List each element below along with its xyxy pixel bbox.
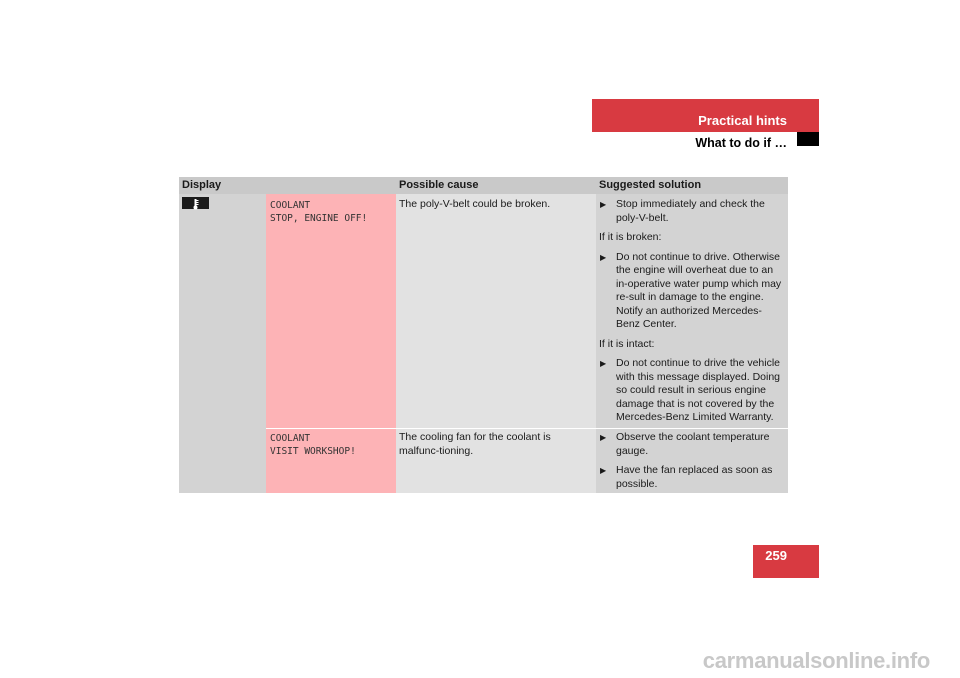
section-subtitle: What to do if … (695, 136, 787, 150)
display-message-2-line1: COOLANT (270, 433, 311, 444)
arrow-right-icon: ▶ (600, 466, 607, 475)
page-number: 259 (765, 548, 787, 563)
solution-step: ▶ Do not continue to drive. Otherwise the engine will overheat due to an in-operative water pump which may re-sult in damage to the engine. Notify an authorized Mercedes-Benz Center. (600, 250, 782, 330)
solution-condition: If it is broken: (599, 231, 662, 243)
column-header-cause: Possible cause (396, 177, 596, 194)
solution-step: ▶ Have the fan replaced as soon as possible. (600, 464, 773, 490)
display-message-2-line2: VISIT WORKSHOP! (270, 446, 356, 457)
coolant-temperature-icon (182, 197, 209, 209)
solution-condition: If it is intact: (599, 337, 655, 350)
header-marker (797, 132, 819, 146)
suggested-solution-1 (599, 198, 785, 431)
section-title: Practical hints (698, 113, 787, 128)
arrow-right-icon: ▶ (600, 252, 607, 262)
watermark: carmanualsonline.info (702, 648, 930, 673)
display-message-cell-1 (266, 194, 396, 428)
arrow-right-icon: ▶ (600, 200, 607, 209)
display-message-1-line2: STOP, ENGINE OFF! (270, 213, 368, 224)
possible-cause-1: The poly-V-belt could be broken. (399, 198, 551, 210)
solution-step: ▶ Stop immediately and check the poly-V-belt. (600, 198, 765, 224)
column-header-solution: Suggested solution (596, 177, 788, 194)
column-header-display: Display (179, 177, 396, 194)
possible-cause-2: The cooling fan for the coolant is malfunc-tioning. (399, 431, 551, 457)
display-symbol-cell (179, 194, 266, 493)
display-message-1-line1: COOLANT (270, 200, 311, 211)
solution-step: ▶ Do not continue to drive the vehicle with this message displayed. Doing so could result in serious engine damage that is not covered by the Mercedes-Benz Limited Warranty. (600, 357, 781, 423)
arrow-right-icon: ▶ (600, 433, 607, 442)
arrow-right-icon: ▶ (600, 359, 607, 368)
solution-step: ▶ Observe the coolant temperature gauge. (600, 431, 770, 457)
suggested-solution-2 (599, 431, 785, 497)
